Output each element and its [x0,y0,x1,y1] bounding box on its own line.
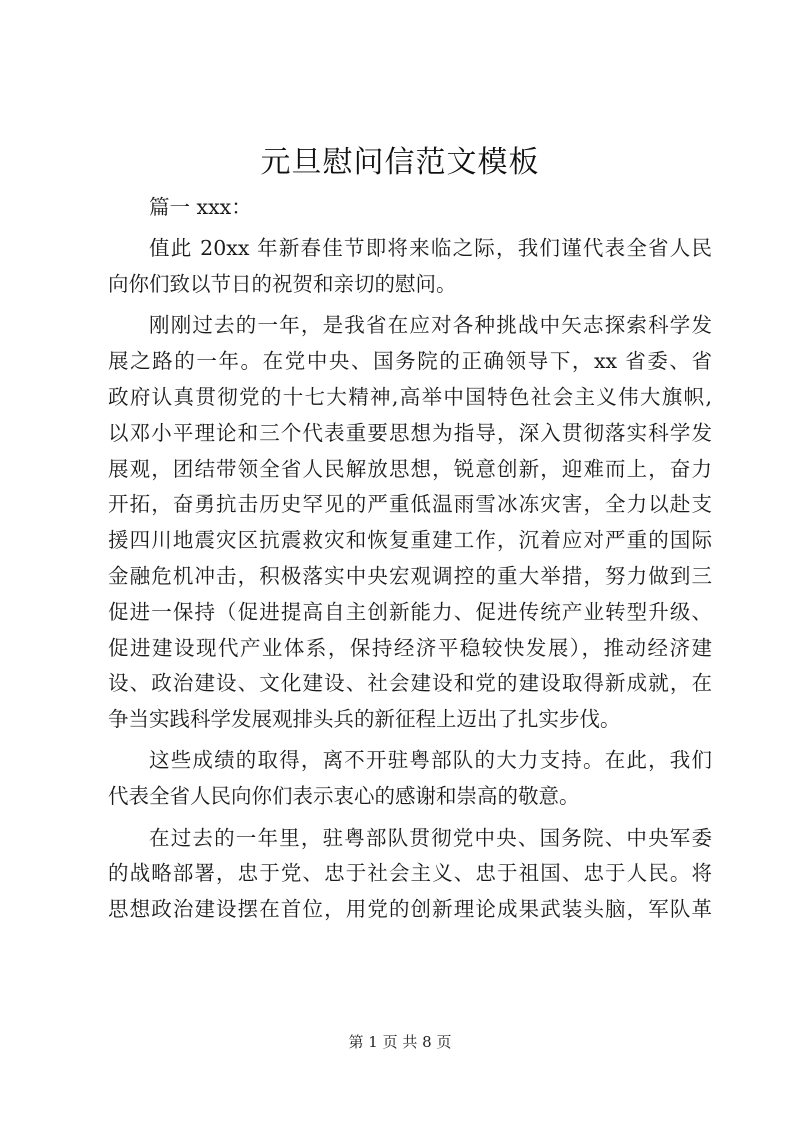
text-line: 设、政治建设、文化建设、社会建设和党的建设取得新成就，在 [108,671,712,696]
text-line: 争当实践科学发展观排头兵的新征程上迈出了扎实步伐。 [108,707,621,732]
text-line: 政府认真贯彻党的十七大精神,高举中国特色社会主义伟大旗帜, [108,384,712,409]
paragraph-salutation [108,190,712,226]
text-line: 代表全省人民向你们表示衷心的感谢和崇高的敬意。 [108,784,580,809]
paragraph-greeting [108,231,712,303]
text-line: 开拓，奋勇抗击历史罕见的严重低温雨雪冰冻灾害，全力以赴支 [108,492,712,517]
text-line: 的战略部署，忠于党、忠于社会主义、忠于祖国、忠于人民。将 [108,861,712,886]
text-line: 在过去的一年里，驻粤部队贯彻党中央、国务院、中央军委 [149,825,712,850]
paragraph-review [108,308,712,738]
document-body [108,190,712,928]
text-line: 这些成绩的取得，离不开驻粤部队的大力支持。在此，我们 [149,748,712,773]
text-line: 向你们致以节日的祝贺和亲切的慰问。 [108,272,457,297]
text-line: 思想政治建设摆在首位，用党的创新理论成果武装头脑，军队革 [108,897,712,922]
text-line: 值此 20xx 年新春佳节即将来临之际，我们谨代表全省人民 [149,236,712,261]
document-title: 元旦慰问信范文模板 [260,145,540,180]
text-line: 刚刚过去的一年，是我省在应对各种挑战中矢志探索科学发 [149,313,712,338]
paragraph-thanks [108,743,712,815]
text-line: 金融危机冲击，积极落实中央宏观调控的重大举措，努力做到三 [108,563,712,588]
text-line: 促进一保持（促进提高自主创新能力、促进传统产业转型升级、 [108,599,712,624]
text-line: 援四川地震灾区抗震救灾和恢复重建工作，沉着应对严重的国际 [108,528,712,553]
text-line: 以邓小平理论和三个代表重要思想为指导，深入贯彻落实科学发 [108,420,712,445]
page-number-footer: 第 1 页 共 8 页 [348,1033,452,1051]
text-line: 展观，团结带领全省人民解放思想，锐意创新，迎难而上，奋力 [108,456,712,481]
text-line: 促进建设现代产业体系，保持经济平稳较快发展），推动经济建 [108,635,712,660]
text-line: 篇一 xxx： [149,195,252,219]
paragraph-troops [108,821,712,928]
text-line: 展之路的一年。在党中央、国务院的正确领导下，xx 省委、省 [108,349,712,374]
